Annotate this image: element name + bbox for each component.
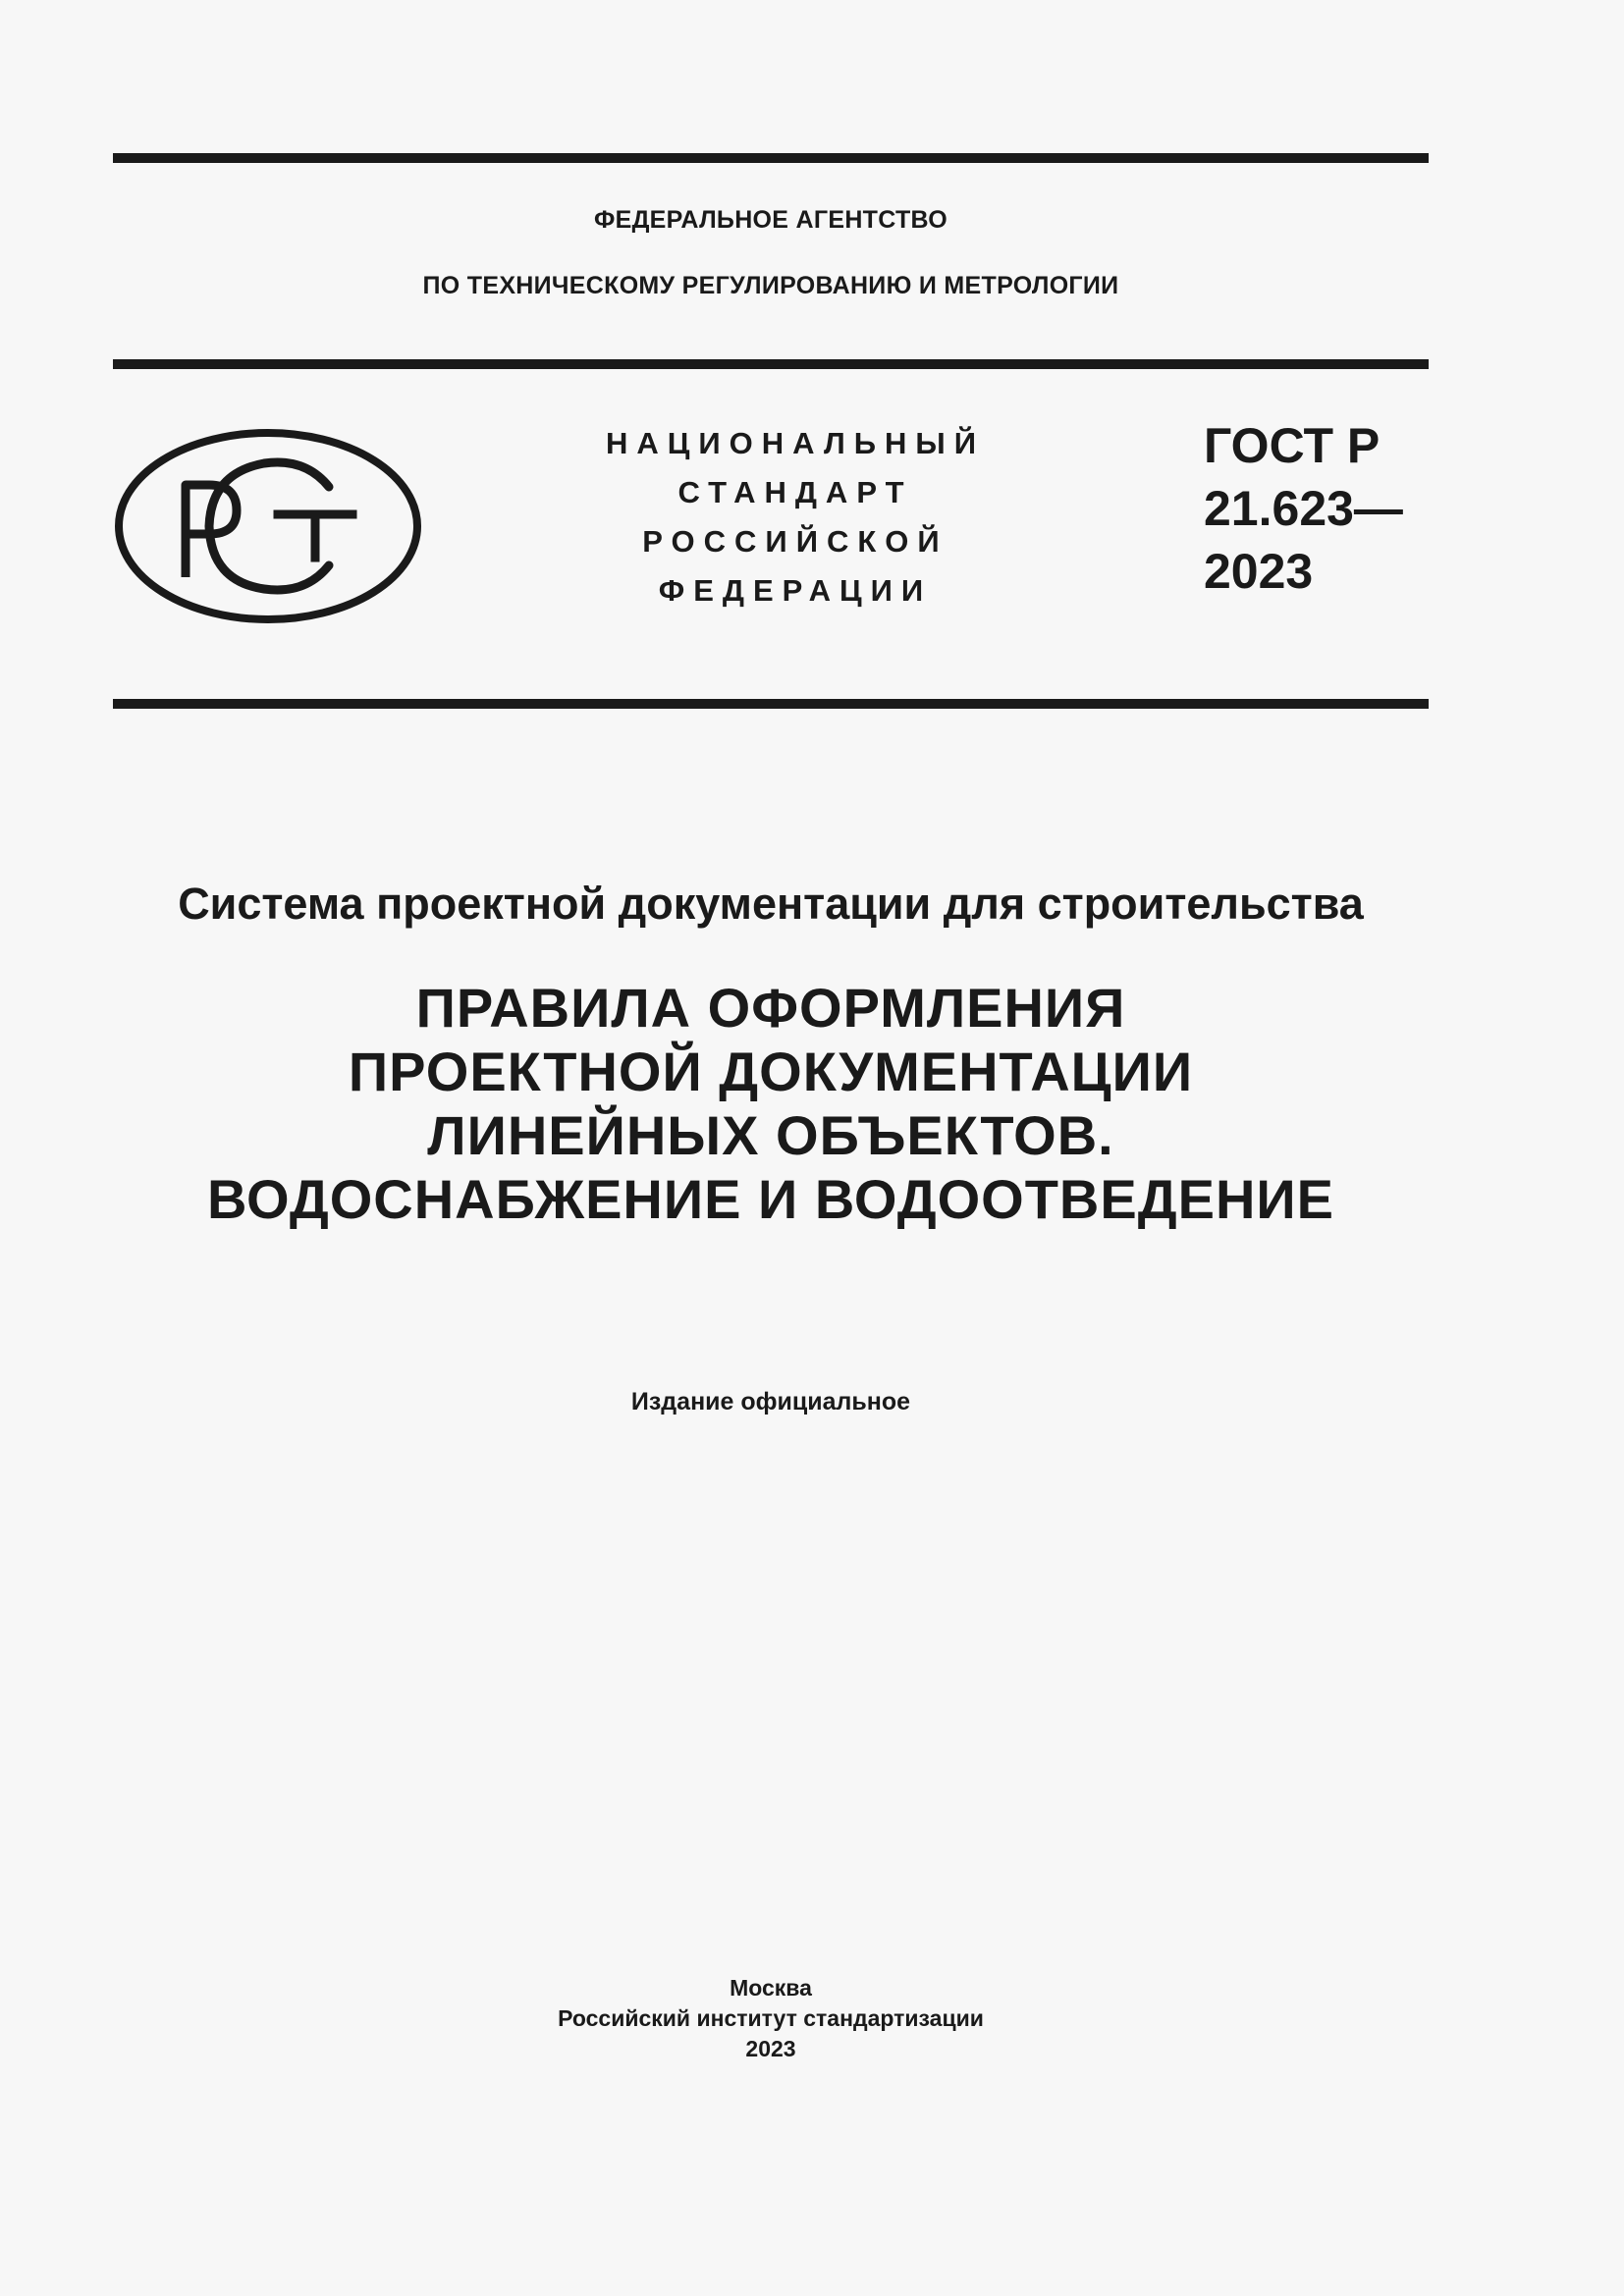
national-standard-line-4: ФЕДЕРАЦИИ	[658, 573, 933, 608]
standard-designation	[1204, 414, 1403, 603]
agency-name-line-2: ПО ТЕХНИЧЕСКОМУ РЕГУЛИРОВАНИЮ И МЕТРОЛОГИИ	[422, 272, 1119, 299]
national-standard-line-3: РОССИЙСКОЙ	[642, 524, 948, 559]
imprint-publisher: Российский институт стандартизации	[558, 2005, 984, 2031]
national-standard-line-1: НАЦИОНАЛЬНЫЙ	[605, 426, 986, 460]
designation-line-2: 21.623—	[1204, 481, 1403, 536]
main-title-line-3: ЛИНЕЙНЫХ ОБЪЕКТОВ.	[427, 1104, 1114, 1166]
imprint-year: 2023	[745, 2036, 796, 2061]
designation-line-3: 2023	[1204, 544, 1314, 599]
national-standard-label	[550, 419, 1041, 615]
logo-block-rule	[113, 699, 1429, 709]
national-standard-line-2: СТАНДАРТ	[677, 475, 913, 509]
main-title-line-4: ВОДОСНАБЖЕНИЕ И ВОДООТВЕДЕНИЕ	[206, 1168, 1335, 1230]
imprint	[113, 1973, 1429, 2064]
main-title-line-2: ПРОЕКТНОЙ ДОКУМЕНТАЦИИ	[348, 1041, 1194, 1102]
main-title-line-1: ПРАВИЛА ОФОРМЛЕНИЯ	[415, 977, 1126, 1039]
main-title	[113, 976, 1429, 1231]
designation-line-1: ГОСТ Р	[1204, 418, 1380, 473]
series-title: Система проектной документации для строительства	[178, 879, 1364, 929]
header-rule	[113, 359, 1429, 369]
edition-label: Издание официальное	[630, 1388, 911, 1415]
top-rule	[113, 153, 1429, 163]
rst-certification-mark-icon	[113, 428, 423, 624]
imprint-city: Москва	[730, 1975, 812, 2001]
agency-name-line-1: ФЕДЕРАЛЬНОЕ АГЕНТСТВО	[593, 206, 948, 234]
